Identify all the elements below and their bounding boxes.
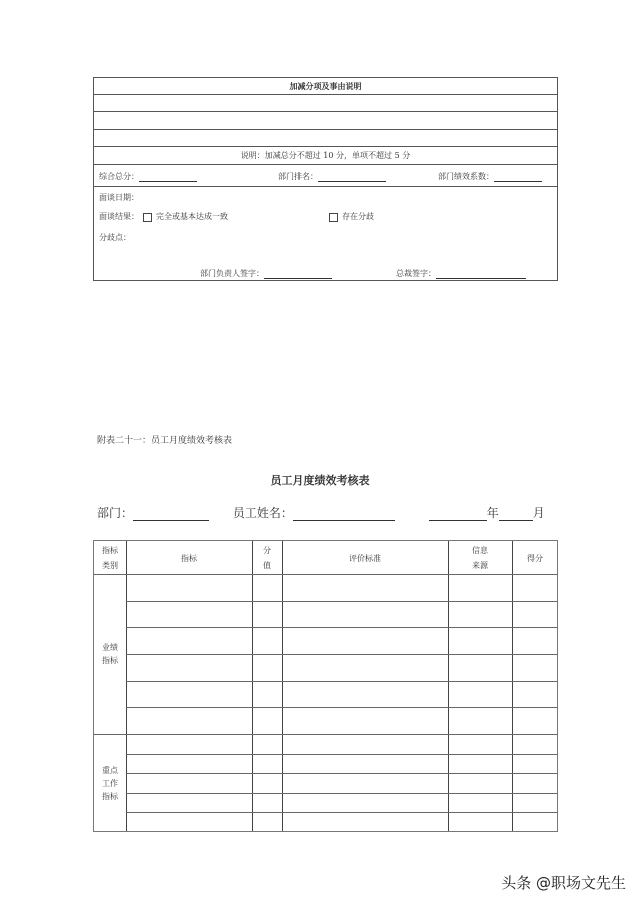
total-score-label: 综合总分： <box>99 172 139 181</box>
table-row[interactable] <box>126 707 557 735</box>
table-row[interactable] <box>126 601 557 629</box>
blank-row[interactable] <box>94 95 557 112</box>
blank-row[interactable] <box>94 130 557 147</box>
header-points: 分 值 <box>263 546 271 570</box>
table-row[interactable] <box>126 654 557 682</box>
form-title: 员工月度绩效考核表 <box>270 474 370 487</box>
agree-option-label: 完全或基本达成一致 <box>156 212 228 221</box>
month-label: 月 <box>532 506 545 520</box>
table-row[interactable] <box>126 574 557 601</box>
dept-rank-field[interactable] <box>318 172 386 182</box>
dept-rank-label: 部门排名： <box>278 172 318 181</box>
performance-table <box>93 540 558 832</box>
adjustment-header: 加减分项及事由说明 <box>94 78 557 95</box>
category-key-work: 重点 工作 指标 <box>102 765 118 801</box>
dept-head-sign-field[interactable] <box>264 269 332 279</box>
category-performance: 业绩 指标 <box>102 643 118 665</box>
watermark: 头条 @职场文先生 <box>501 874 626 892</box>
form-fields <box>97 504 545 521</box>
month-field[interactable] <box>499 508 533 521</box>
disagree-option-label: 存在分歧 <box>342 212 374 221</box>
header-score: 得分 <box>527 553 543 563</box>
header-criteria: 评价标准 <box>349 553 381 563</box>
note-row: 说明：加减总分不超过 10 分，单项不超过 5 分 <box>94 147 557 165</box>
table-row[interactable] <box>126 754 557 775</box>
employee-name-field[interactable] <box>293 508 395 521</box>
dept-coef-field[interactable] <box>494 172 542 182</box>
table-row[interactable] <box>126 734 557 754</box>
year-field[interactable] <box>429 508 487 521</box>
total-score-field[interactable] <box>139 172 197 182</box>
header-category: 指标 类别 <box>102 546 118 570</box>
score-row <box>94 165 557 187</box>
interview-date-label: 面谈日期： <box>99 193 139 202</box>
table-row[interactable] <box>126 812 557 833</box>
dept-field[interactable] <box>133 508 209 521</box>
year-label: 年 <box>486 506 499 520</box>
employee-name-label: 员工姓名： <box>232 506 293 520</box>
blank-row[interactable] <box>94 112 557 130</box>
interview-result <box>99 211 554 222</box>
dept-label: 部门： <box>97 506 134 520</box>
dept-head-sign-label: 部门负责人签字： <box>200 269 264 278</box>
table-row[interactable] <box>126 627 557 655</box>
table-row[interactable] <box>126 773 557 794</box>
adjustment-table <box>93 77 558 281</box>
table-row[interactable] <box>126 681 557 709</box>
disagree-checkbox[interactable] <box>329 213 338 222</box>
ceo-sign-field[interactable] <box>436 269 526 279</box>
disagreement-label: 分歧点： <box>99 233 131 242</box>
header-indicator: 指标 <box>181 553 197 563</box>
appendix-title: 附表二十一：员工月度绩效考核表 <box>97 436 233 446</box>
header-source: 信息 来源 <box>472 546 488 570</box>
interview-result-label: 面谈结果： <box>99 212 139 221</box>
dept-coef-label: 部门绩效系数： <box>438 172 494 181</box>
ceo-sign-label: 总裁签字： <box>396 269 436 278</box>
table-row[interactable] <box>126 793 557 814</box>
agree-checkbox[interactable] <box>143 213 152 222</box>
